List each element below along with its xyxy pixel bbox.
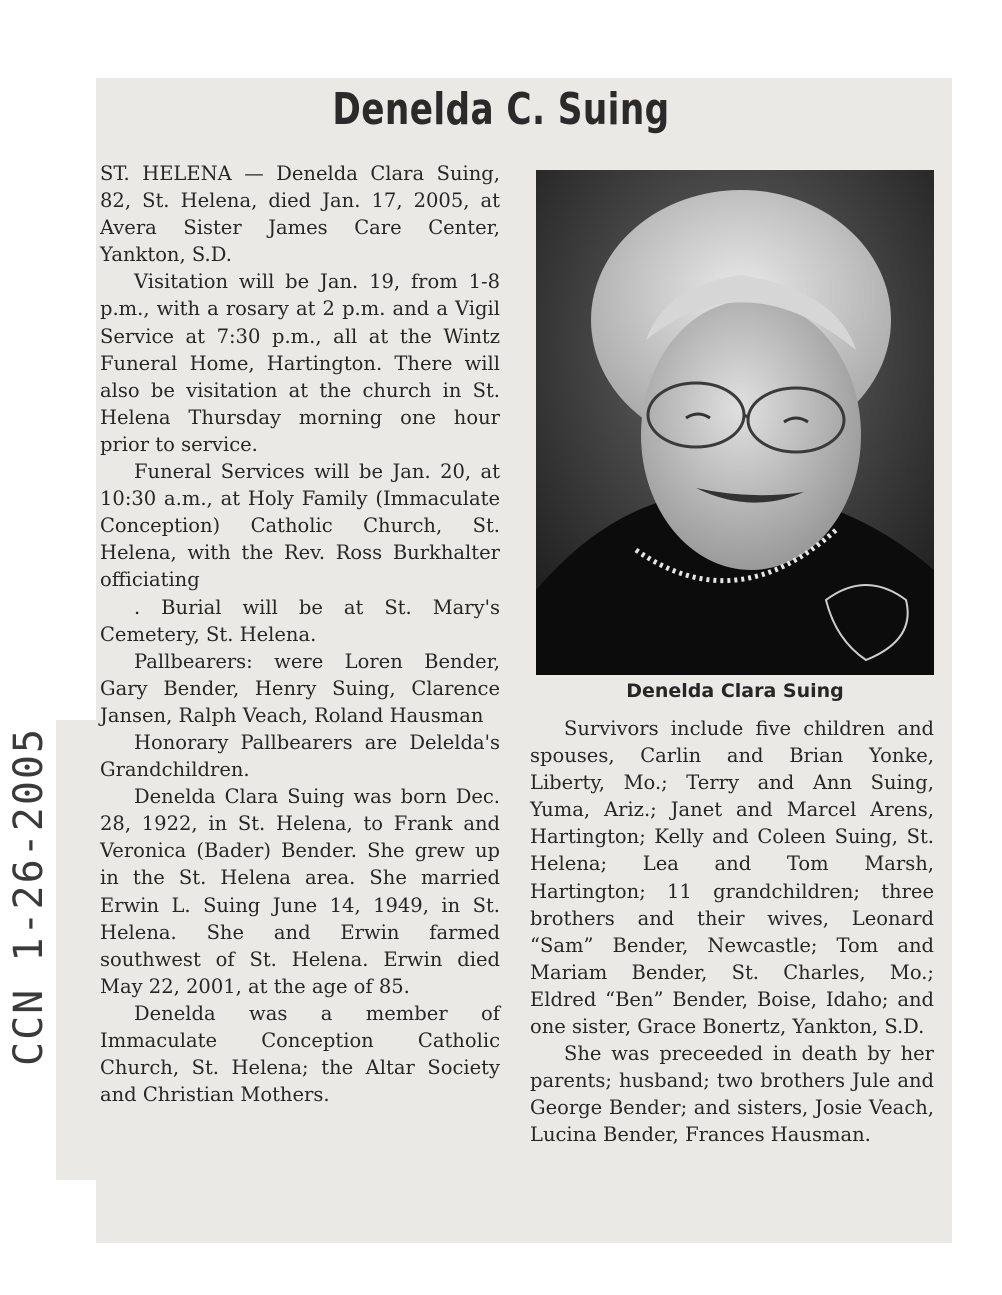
paragraph-visitation: Visitation will be Jan. 19, from 1-8 p.m., with a rosary at 2 p.m. and a Vigil Service at 7:30 p.m., all at the Wintz Funeral Home, Hartington. There will also be visitation at the church in St. Helena Thursday morning one hour prior to service.: [100, 270, 500, 456]
paragraph-preceded-in-death: She was preceeded in death by her parents; husband; two brothers Jule and George Bender; and sisters, Josie Veach, Lucina Bender, Frances Hausman.: [530, 1042, 934, 1147]
portrait-illustration: [536, 170, 934, 675]
paragraph-pallbearers: Pallbearers: were Loren Bender, Gary Bender, Henry Suing, Clarence Jansen, Ralph Veach, Roland Hausman: [100, 649, 500, 727]
paragraph-death-notice: ST. HELENA — Denelda Clara Suing, 82, St. Helena, died Jan. 17, 2005, at Avera Sister James Care Center, Yankton, S.D.: [100, 162, 500, 267]
paragraph-biography: Denelda Clara Suing was born Dec. 28, 1922, in St. Helena, to Frank and Veronica (Bader) Bender. She grew up in the St. Helena area. She married Erwin L. Suing June 14, 1949, in St. Helena. She and Erwin farmed southwest of St. Helena. Erwin died May 22, 2001, at the age of 85.: [100, 785, 500, 998]
photo-caption: Denelda Clara Suing: [626, 680, 844, 702]
portrait-photo: [536, 170, 934, 675]
left-column: [100, 160, 500, 1108]
paragraph-funeral-services: Funeral Services will be Jan. 20, at 10:30 a.m., at Holy Family (Immaculate Conception) Catholic Church, St. Helena, with the Rev. Ross Burkhalter officiating: [100, 460, 500, 592]
paragraph-burial: . Burial will be at St. Mary's Cemetery, St. Helena.: [100, 595, 500, 646]
handwritten-note: CCN 1-26-2005: [6, 726, 52, 1066]
paragraph-survivors: Survivors include five children and spouses, Carlin and Brian Yonke, Liberty, Mo.; Terry and Ann Suing, Yuma, Ariz.; Janet and Marcel Arens, Hartington; Kelly and Coleen Suing, St. Helena; Lea and Tom Marsh, Hartington; 11 grandchildren; three brothers and their wives, Leonard “Sam” Bender, Newcastle; Tom and Mariam Bender, St. Charles, Mo.; Eldred “Ben” Bender, Boise, Idaho; and one sister, Grace Bonertz, Yankton, S.D.: [530, 717, 934, 1039]
obituary-headline: Denelda C. Suing: [332, 84, 670, 135]
clipping-edge: [56, 720, 98, 1180]
paragraph-memberships: Denelda was a member of Immaculate Conception Catholic Church, St. Helena; the Altar Society and Christian Mothers.: [100, 1001, 500, 1107]
right-column: [530, 715, 934, 1149]
paragraph-honorary-pallbearers: Honorary Pallbearers are Delelda's Grandchildren.: [100, 730, 500, 782]
